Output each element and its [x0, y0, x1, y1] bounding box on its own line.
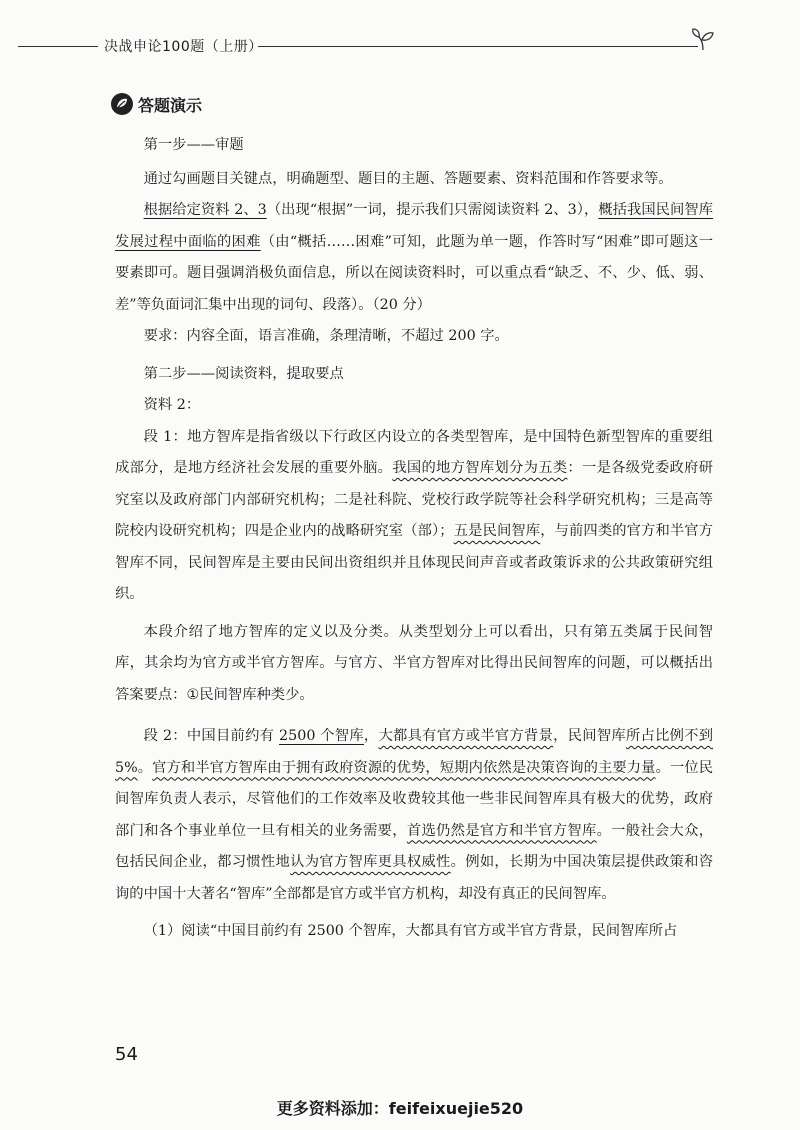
text-run: ：一是各级党委政府研究室以及政府部门内部研究机构；二是社科院、党校行政学院等社会科学研究机构；三是高等院校内设研究机构；四是企业内的战略研究室（部）；	[115, 460, 714, 539]
leaf-badge-icon	[110, 92, 134, 116]
book-title: 决战申论100题（上册）	[104, 39, 263, 55]
page-number: 54	[115, 1044, 138, 1065]
marked-phrase: 2500 个智库	[279, 728, 364, 744]
material-para-2	[115, 721, 713, 910]
text-run: 。	[137, 759, 153, 776]
sprout-icon	[690, 26, 716, 52]
reading-note: （1）阅读“中国目前约有 2500 个智库，大都具有官方或半官方背景，民间智库所占	[143, 923, 678, 939]
marked-phrase: 概括我国民间智库发展过程中面临的困难	[115, 202, 713, 250]
header-rule-left	[18, 46, 98, 47]
main-content	[115, 130, 713, 948]
text-run: 。一位民间智库负责人表示，尽管他们的工作效率及收费较其他一些非民间智库具有极大的优势，政府部门和各个事业单位一旦有相关的业务需要，	[115, 759, 714, 839]
marked-phrase: 首选仍然是官方和半官方智库	[406, 822, 597, 839]
text-run: 段 1：地方智库是指省级以下行政区内设立的各类型智库，是中国特色新型智库的重要组成部分，是地方经济社会发展的重要外脑。	[115, 428, 713, 476]
marked-phrase: 所占比例不到 5%	[115, 728, 714, 776]
marked-phrase: 官方和半官方智库由于拥有政府资源的优势，短期内依然是决策咨询的主要力量	[152, 759, 656, 776]
step1-intro: 通过勾画题目关键点，明确题型、题目的主题、答题要素、资料范围和作答要求等。	[143, 170, 673, 187]
header-rule-right	[258, 46, 698, 47]
material-label: 资料 2：	[143, 397, 201, 413]
analysis-para-1: 本段介绍了地方智库的定义以及分类。从类型划分上可以看出，只有第五类属于民间智库，其余均为官方或半官方智库。与官方、半官方智库对比得出民间智库的问题，可以概括出答案要点：①民间智库种类少。	[115, 623, 713, 703]
marked-phrase: 我国的地方智库划分为五类	[392, 460, 568, 476]
text-run: （由“概括……困难”可知，此题为单一题，作答时写“困难”即可题这一要素即可。题目强调消极负面信息，所以在阅读资料时，可以重点看“缺乏、不、少、低、弱、差”等负面词汇集中出现的词句、段落）。（20 分）	[115, 233, 714, 313]
text-run: ，与前四类的官方和半官方智库不同，民间智库是主要由民间出资组织并且体现民间声音或者政策诉求的公共政策研究组织。	[115, 523, 714, 602]
text-run: 。一般社会大众，包括民间企业，都习惯性地	[115, 822, 714, 870]
question-annotated	[115, 195, 713, 321]
question-requirements: 要求：内容全面，语言准确，条理清晰，不超过 200 字。	[143, 328, 509, 344]
footer-note: 更多资料添加：feifeixuejie520	[276, 1099, 524, 1118]
marked-phrase: 认为官方智库更具权威性	[290, 854, 451, 870]
text-run: ，	[363, 728, 379, 744]
marked-phrase: 根据给定资料 2、3	[143, 202, 267, 218]
marked-phrase: 大都具有官方或半官方背景	[378, 728, 554, 744]
marked-phrase: 五是民间智库	[453, 523, 541, 539]
step2-title: 第二步——阅读资料，提取要点	[143, 365, 344, 382]
text-run: ，民间智库	[553, 728, 626, 744]
material-para-1	[115, 422, 713, 611]
step1-title: 第一步——审题	[143, 137, 244, 153]
text-run: 段 2：中国目前约有	[143, 728, 280, 744]
text-run: 。例如，长期为中国决策层提供政策和咨询的中国十大著名“智库”全部都是官方或半官方机构，却没有真正的民间智库。	[115, 854, 714, 902]
running-header	[0, 34, 800, 58]
text-run: （出现“根据”一词，提示我们只需阅读资料 2、3），	[266, 202, 599, 218]
section-title: 答题演示	[138, 96, 203, 115]
